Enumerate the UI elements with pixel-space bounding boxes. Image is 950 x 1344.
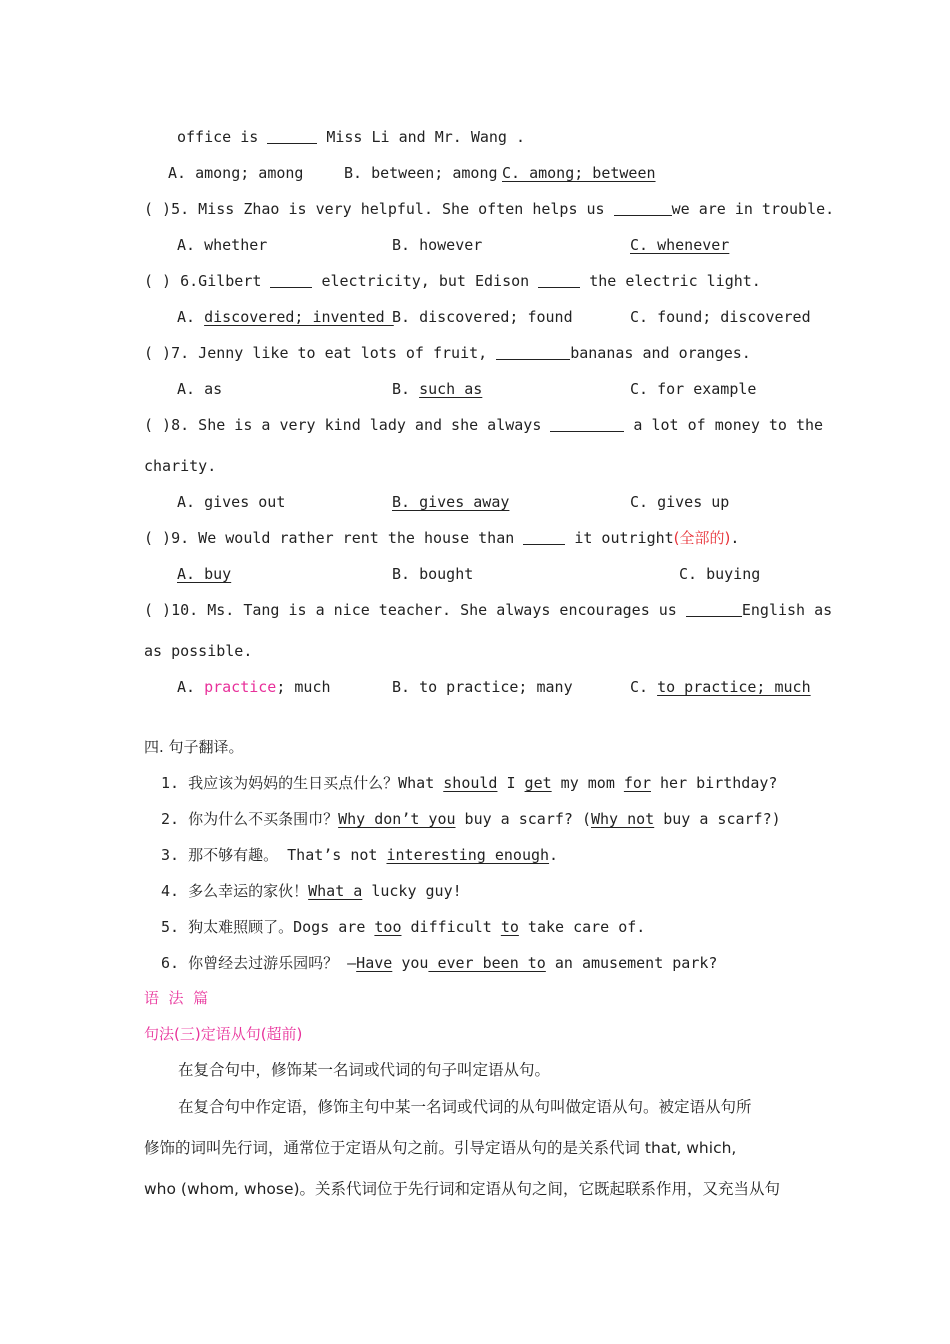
- grammar-paragraph-1: 在复合句中，修饰某一名词或代词的句子叫定语从句。: [178, 1061, 551, 1079]
- q10-stem: ( )10. Ms. Tang is a nice teacher. She always encourages us English as: [144, 601, 833, 619]
- q6-option-c: C. found; discovered: [630, 308, 811, 326]
- q8-stem-cont: charity.: [144, 457, 217, 475]
- answer-blank[interactable]: [267, 129, 317, 144]
- q6-option-b: B. discovered; found: [392, 308, 573, 326]
- q9-option-a: A. buy: [177, 565, 232, 583]
- q7-option-b: B. such as: [392, 380, 483, 398]
- q5-stem: ( )5. Miss Zhao is very helpful. She often helps us we are in trouble.: [144, 200, 835, 218]
- translation-3: 3. 那不够有趣。 That’s not interesting enough.: [161, 846, 559, 864]
- q6-stem: ( ) 6.Gilbert electricity, but Edison the electric light.: [144, 272, 761, 290]
- q9-option-b: B. bought: [392, 565, 474, 583]
- q4-option-b: B. between; among: [344, 164, 498, 182]
- grammar-paragraph-2-line-1: 在复合句中作定语，修饰主句中某一名词或代词的从句叫做定语从句。被定语从句所: [178, 1098, 752, 1116]
- q10-option-b: B. to practice; many: [392, 678, 573, 696]
- q10-option-a: A. practice; much: [177, 678, 331, 696]
- grammar-paragraph-2-line-2: 修饰的词叫先行词，通常位于定语从句之前。引导定语从句的是关系代词 that, which,: [144, 1139, 737, 1157]
- grammar-subheading: 句法(三)定语从句(超前): [144, 1025, 303, 1043]
- q5-option-a: A. whether: [177, 236, 268, 254]
- q8-option-b: B. gives away: [392, 493, 510, 511]
- q10-option-c: C. to practice; much: [630, 678, 811, 696]
- answer-blank[interactable]: [550, 417, 624, 432]
- answer-blank[interactable]: [686, 602, 742, 617]
- answer-blank[interactable]: [496, 345, 570, 360]
- q5-option-c: C. whenever: [630, 236, 730, 254]
- grammar-paragraph-2-line-3: who (whom, whose)。关系代词位于先行词和定语从句之间，它既起联系作用，又充当从句: [144, 1180, 781, 1198]
- q8-option-c: C. gives up: [630, 493, 730, 511]
- section4-title: 四. 句子翻译。: [144, 738, 244, 756]
- q6-option-a: A. discovered; invented: [177, 308, 394, 326]
- q8-option-a: A. gives out: [177, 493, 286, 511]
- q9-stem: ( )9. We would rather rent the house than it outright(全部的).: [144, 529, 740, 547]
- q5-option-b: B. however: [392, 236, 483, 254]
- q4-stem-line: office is Miss Li and Mr. Wang .: [177, 128, 526, 146]
- q4-option-c: C. among; between: [502, 164, 656, 182]
- answer-blank[interactable]: [614, 201, 672, 216]
- q7-option-c: C. for example: [630, 380, 757, 398]
- grammar-heading: 语 法 篇: [144, 989, 209, 1007]
- q10-stem-cont: as possible.: [144, 642, 253, 660]
- answer-blank[interactable]: [538, 273, 580, 288]
- translation-4: 4. 多么幸运的家伙！What a lucky guy!: [161, 882, 462, 900]
- translation-1: 1. 我应该为妈妈的生日买点什么？What should I get my mom for her birthday?: [161, 774, 778, 792]
- q9-option-c: C. buying: [679, 565, 761, 583]
- q7-option-a: A. as: [177, 380, 223, 398]
- q9-note: (全部的): [673, 529, 731, 547]
- q7-stem: ( )7. Jenny like to eat lots of fruit, bananas and oranges.: [144, 344, 751, 362]
- q4-option-a: A. among; among: [168, 164, 304, 182]
- q8-stem: ( )8. She is a very kind lady and she always a lot of money to the: [144, 416, 824, 434]
- translation-6: 6. 你曾经去过游乐园吗？ –Have you ever been to an amusement park?: [161, 954, 718, 972]
- translation-5: 5. 狗太难照顾了。Dogs are too difficult to take care of.: [161, 918, 646, 936]
- answer-blank[interactable]: [270, 273, 312, 288]
- answer-blank[interactable]: [523, 530, 565, 545]
- translation-2: 2. 你为什么不买条围巾？Why don’t you buy a scarf? (Why not buy a scarf?): [161, 810, 781, 828]
